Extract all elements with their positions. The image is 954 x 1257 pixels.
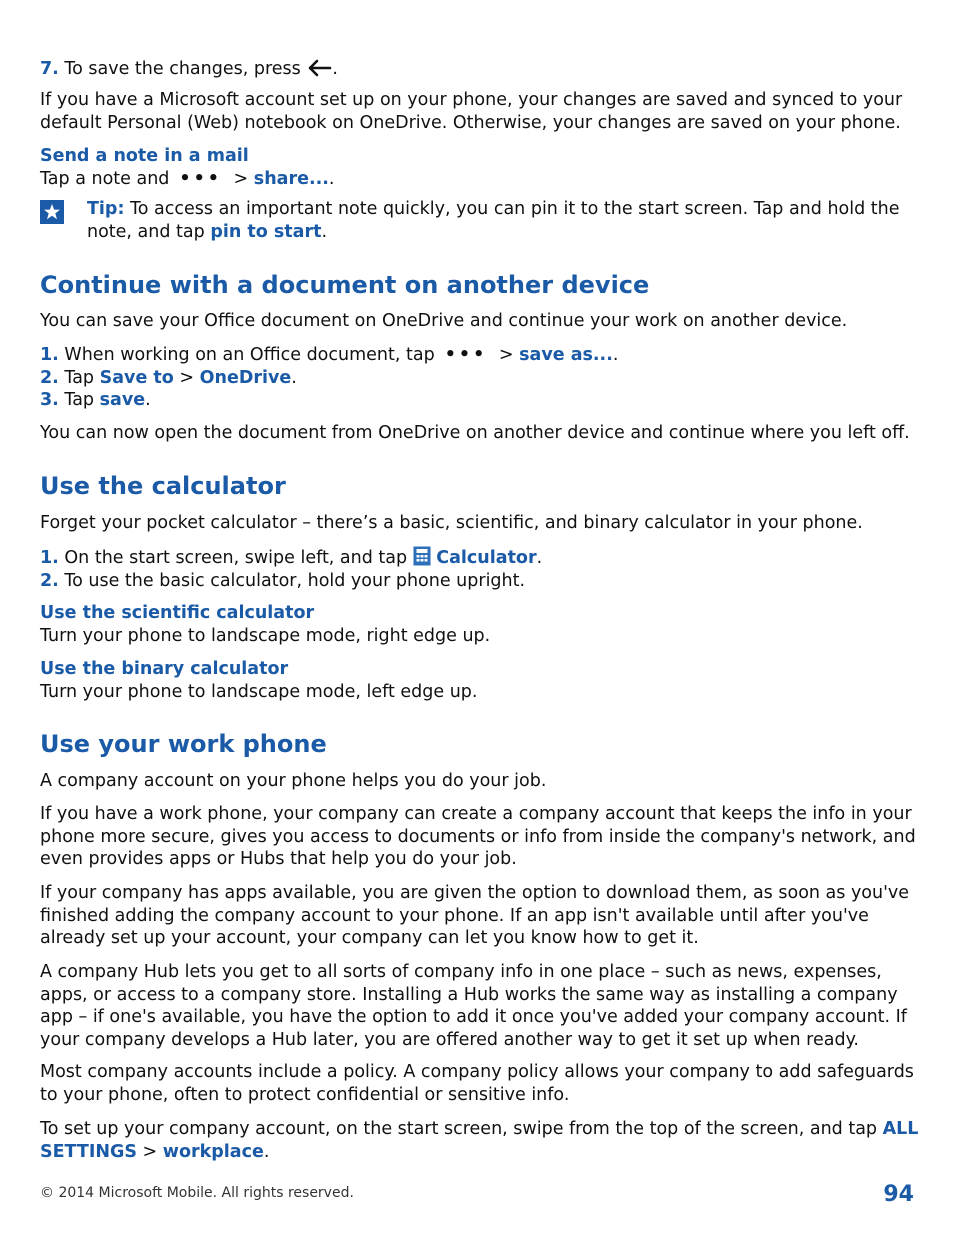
continue-intro: You can save your Office document on OneDrive and continue your work on another device. [40, 311, 848, 331]
more-dots-icon: ••• [179, 168, 222, 189]
calculator-icon [413, 546, 431, 566]
sync-paragraph: If you have a Microsoft account set up on your phone, your changes are saved and synced to your default Personal (Web) notebook on OneDrive. Otherwise, your changes are saved on your phone. [40, 90, 903, 133]
scientific-calculator-section: Use the scientific calculator Turn your phone to landscape mode, right edge up. [40, 603, 491, 646]
work-paragraph-4: A company Hub lets you get to all sorts of company info in one place – such as news, expenses, apps, or access to a company store. Installing a Hub works the same way as installing a company app – if one's available, you have the option to add it once you've added your company account. If your company develops a Hub later, you are offered another way to get it set up when ready. [40, 962, 907, 1050]
binary-heading: Use the binary calculator [40, 659, 289, 679]
calculator-steps [40, 546, 920, 592]
continue-outro: You can now open the document from OneDrive on another device and continue where you left off. [40, 423, 910, 443]
star-tip-icon [40, 200, 64, 224]
calculator-intro: Forget your pocket calculator – there’s a basic, scientific, and binary calculator in your phone. [40, 513, 863, 533]
calculator-step-1: 1. On the start screen, swipe left, and tap Calculator. [40, 548, 543, 568]
continue-step-1: 1. When working on an Office document, tap ••• > save as.... [40, 345, 619, 365]
send-note-heading: Send a note in a mail [40, 146, 249, 166]
continue-steps [40, 344, 920, 412]
work-paragraph-5: Most company accounts include a policy. A company policy allows your company to add safeguards to your phone, often to protect confidential or sensitive info. [40, 1062, 914, 1105]
work-paragraph-2: If you have a work phone, your company can create a company account that keeps the info in your phone more secure, gives you access to documents or info from inside the company's network, and even provides apps or Hubs that help you do your job. [40, 804, 916, 869]
scientific-heading: Use the scientific calculator [40, 603, 315, 623]
send-note-section: Send a note in a mail Tap a note and ••• > share.... [40, 146, 335, 189]
tip-paragraph: Tip: To access an important note quickly, you can pin it to the start screen. Tap and hold the note, and tap pin to start. [87, 199, 900, 242]
calculator-heading: Use the calculator [40, 472, 286, 500]
step-7: 7. To save the changes, press . [40, 59, 338, 79]
continue-step-3: 3. Tap save. [40, 390, 151, 410]
more-dots-icon: ••• [444, 345, 488, 365]
calculator-step-2: 2. To use the basic calculator, hold your phone upright. [40, 570, 526, 591]
work-paragraph-3: If your company has apps available, you are given the option to download them, as soon as you've finished adding the company account to your phone. If an app isn't available until after you've already set up your account, your company can let you know how to get it. [40, 883, 910, 948]
binary-calculator-section: Use the binary calculator Turn your phone to landscape mode, left edge up. [40, 659, 478, 702]
continue-step-2: 2. Tap Save to > OneDrive. [40, 367, 297, 388]
continue-heading: Continue with a document on another device [40, 271, 650, 299]
copyright: © 2014 Microsoft Mobile. All rights reserved. [40, 1185, 354, 1201]
work-paragraph-1: A company account on your phone helps you do your job. [40, 771, 547, 791]
work-phone-heading: Use your work phone [40, 730, 327, 758]
back-arrow-icon [306, 59, 332, 77]
page-number: 94 [883, 1182, 914, 1207]
work-paragraph-6: To set up your company account, on the start screen, swipe from the top of the screen, and tap ALL SETTINGS > workplace. [40, 1119, 919, 1162]
